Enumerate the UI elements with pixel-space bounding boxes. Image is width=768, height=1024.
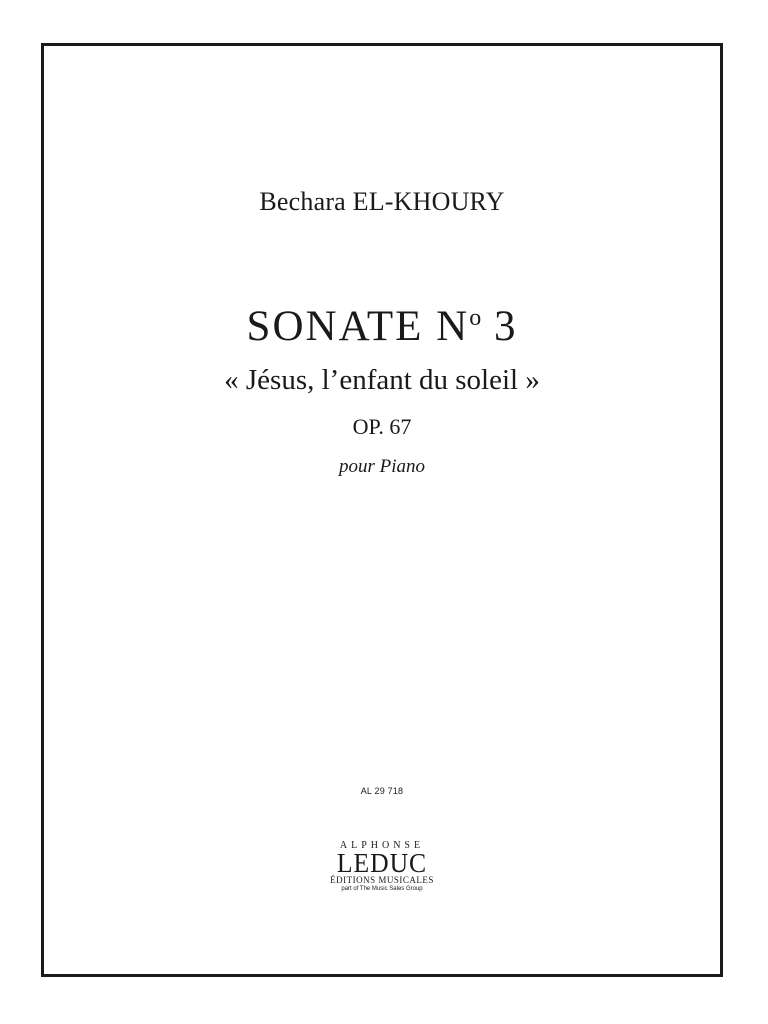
logo-line-group: part of The Music Sales Group <box>341 886 423 892</box>
work-title <box>44 302 720 351</box>
logo-line-leduc: LEDUC <box>336 848 428 878</box>
catalog-number: AL 29 718 <box>360 786 404 796</box>
title-superscript: o <box>469 305 482 331</box>
logo-line-alphonse: ALPHONSE <box>339 840 425 851</box>
title-number: 3 <box>481 303 518 350</box>
cover-frame <box>41 43 723 977</box>
opus-number: OP. 67 <box>352 414 412 439</box>
logo-line-editions: ÉDITIONS MUSICALES <box>330 875 434 885</box>
work-subtitle: « Jésus, l’enfant du soleil » <box>224 364 540 396</box>
title-main: SONATE N <box>246 303 470 350</box>
composer-name: Bechara EL-KHOURY <box>259 187 505 216</box>
publisher-logo <box>44 840 720 893</box>
instrumentation: pour Piano <box>338 456 426 477</box>
